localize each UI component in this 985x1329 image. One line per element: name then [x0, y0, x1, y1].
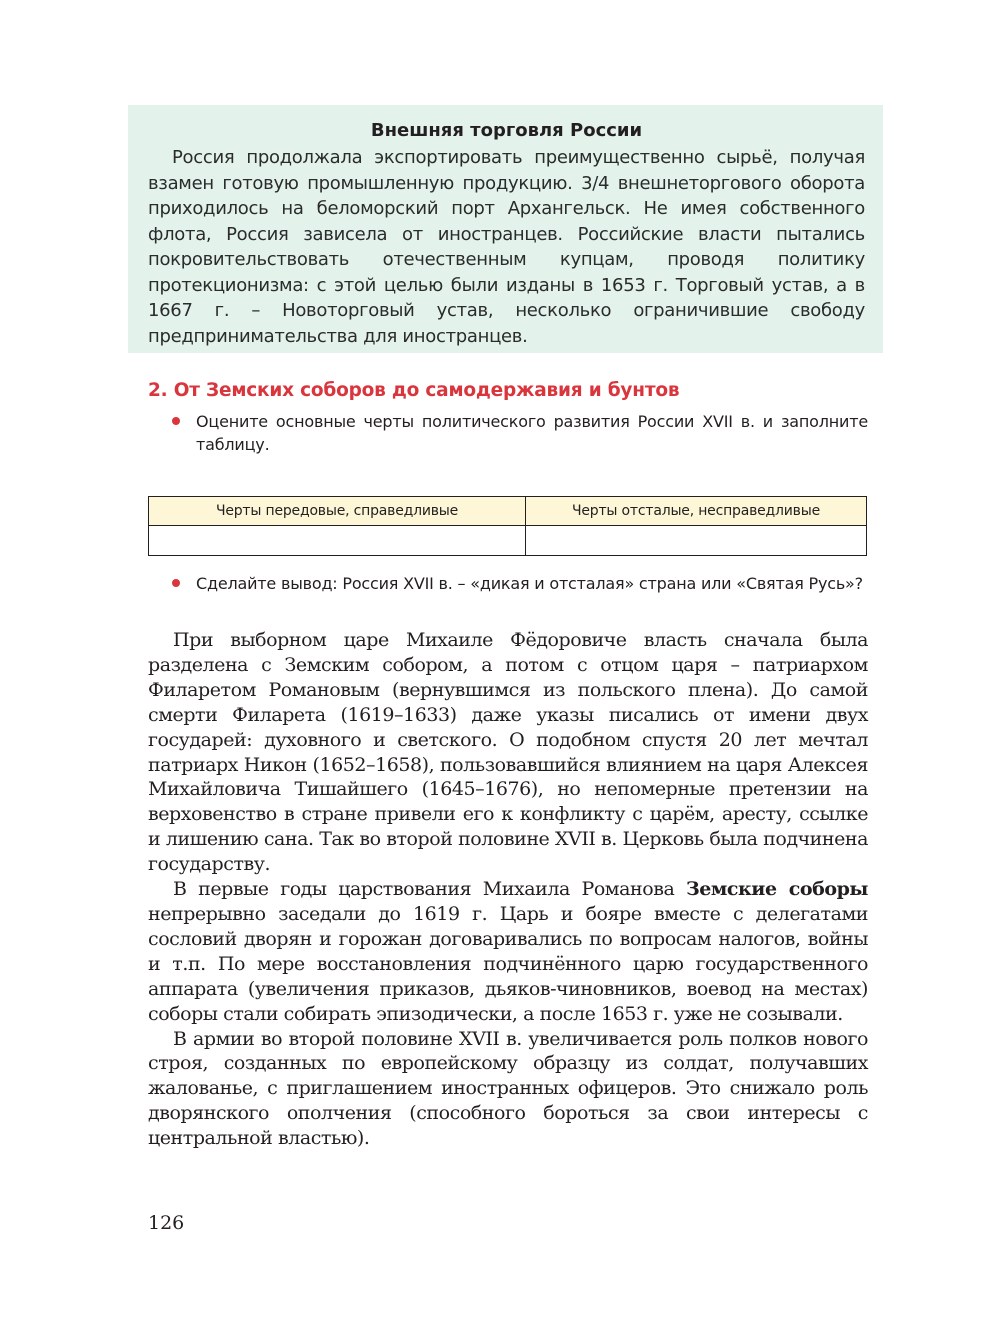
table-header-backward: Черты отсталые, несправедливые [526, 497, 867, 526]
table-cell-empty[interactable] [149, 526, 526, 556]
info-box-foreign-trade [128, 105, 883, 353]
paragraph: При выборном царе Михаиле Фёдоровиче власть сначала была разделена с Земским собором, а потом с отцом царя – патриархом Филаретом Романовым (вернувшимся из польского плена). До самой смерти Филарета (1619–1633) даже указы писались от имени двух государей: духовного и светского. О подобном спустя 20 лет мечтал патриарх Никон (1652–1658), пользовавшийся влиянием на царя Алексея Михайловича Тишайшего (1645–1676), но непомерные претензии на верховенство в стране привели его к конфликту с царём, аресту, ссылке и лишению сана. Так во второй половине XVII в. Церковь была подчинена государству. [148, 629, 868, 876]
info-box-text: Россия продолжала экспортировать преимущественно сырьё, получая взамен готовую промышленную продукцию. 3/4 внешнеторгового оборота приходилось на беломорский порт Архангельск. Не имея собственного флота, Россия зависела от иностранцев. Российские власти пытались покровительствовать отечественным купцам, проводя политику протекционизма: с этой целью были изданы в 1653 г. Торговый устав, а в 1667 г. – Новоторговый устав, несколько ограничившие свободу предпринимательства для иностранцев. [148, 147, 865, 347]
paragraph: В армии во второй половине XVII в. увеличивается роль полков нового строя, созданных по европейскому образцу из солдат, получавших жалованье, с приглашением иностранных офицеров. Это снижало роль дворянского ополчения (способного бороться за свои интересы с центральной властью). [148, 1027, 868, 1150]
info-box-title: Внешняя торговля России [370, 120, 643, 141]
task-text: Оцените основные черты политического развития России XVII в. и заполните таблицу. [196, 412, 868, 454]
table-header-progressive: Черты передовые, справедливые [149, 497, 526, 526]
task-text: Сделайте вывод: Россия XVII в. – «дикая и отсталая» страна или «Святая Русь»? [196, 574, 863, 593]
bold-term: Земские соборы [685, 878, 869, 901]
section-heading: 2. От Земских соборов до самодержавия и бунтов [148, 380, 680, 401]
task-item [196, 410, 868, 456]
table-cell-empty[interactable] [526, 526, 867, 556]
traits-table [148, 496, 867, 556]
bullet-icon [172, 417, 180, 425]
paragraph-text: В первые годы царствования Михаила Романова [173, 878, 675, 901]
main-text [148, 628, 868, 1151]
page-number: 126 [148, 1212, 185, 1234]
bullet-icon [172, 579, 180, 587]
paragraph [148, 877, 868, 1026]
task-item [196, 572, 868, 595]
paragraph-text: непрерывно заседали до 1619 г. Царь и бояре вместе с делегатами сословий дворян и горожан договаривались по вопросам налогов, войны и т.п. По мере восстановления подчинённого царю государственного аппарата (увеличения приказов, дьяков-чиновников, воевод на местах) соборы стали собирать эпизодически, а после 1653 г. уже не созывали. [148, 902, 868, 1025]
